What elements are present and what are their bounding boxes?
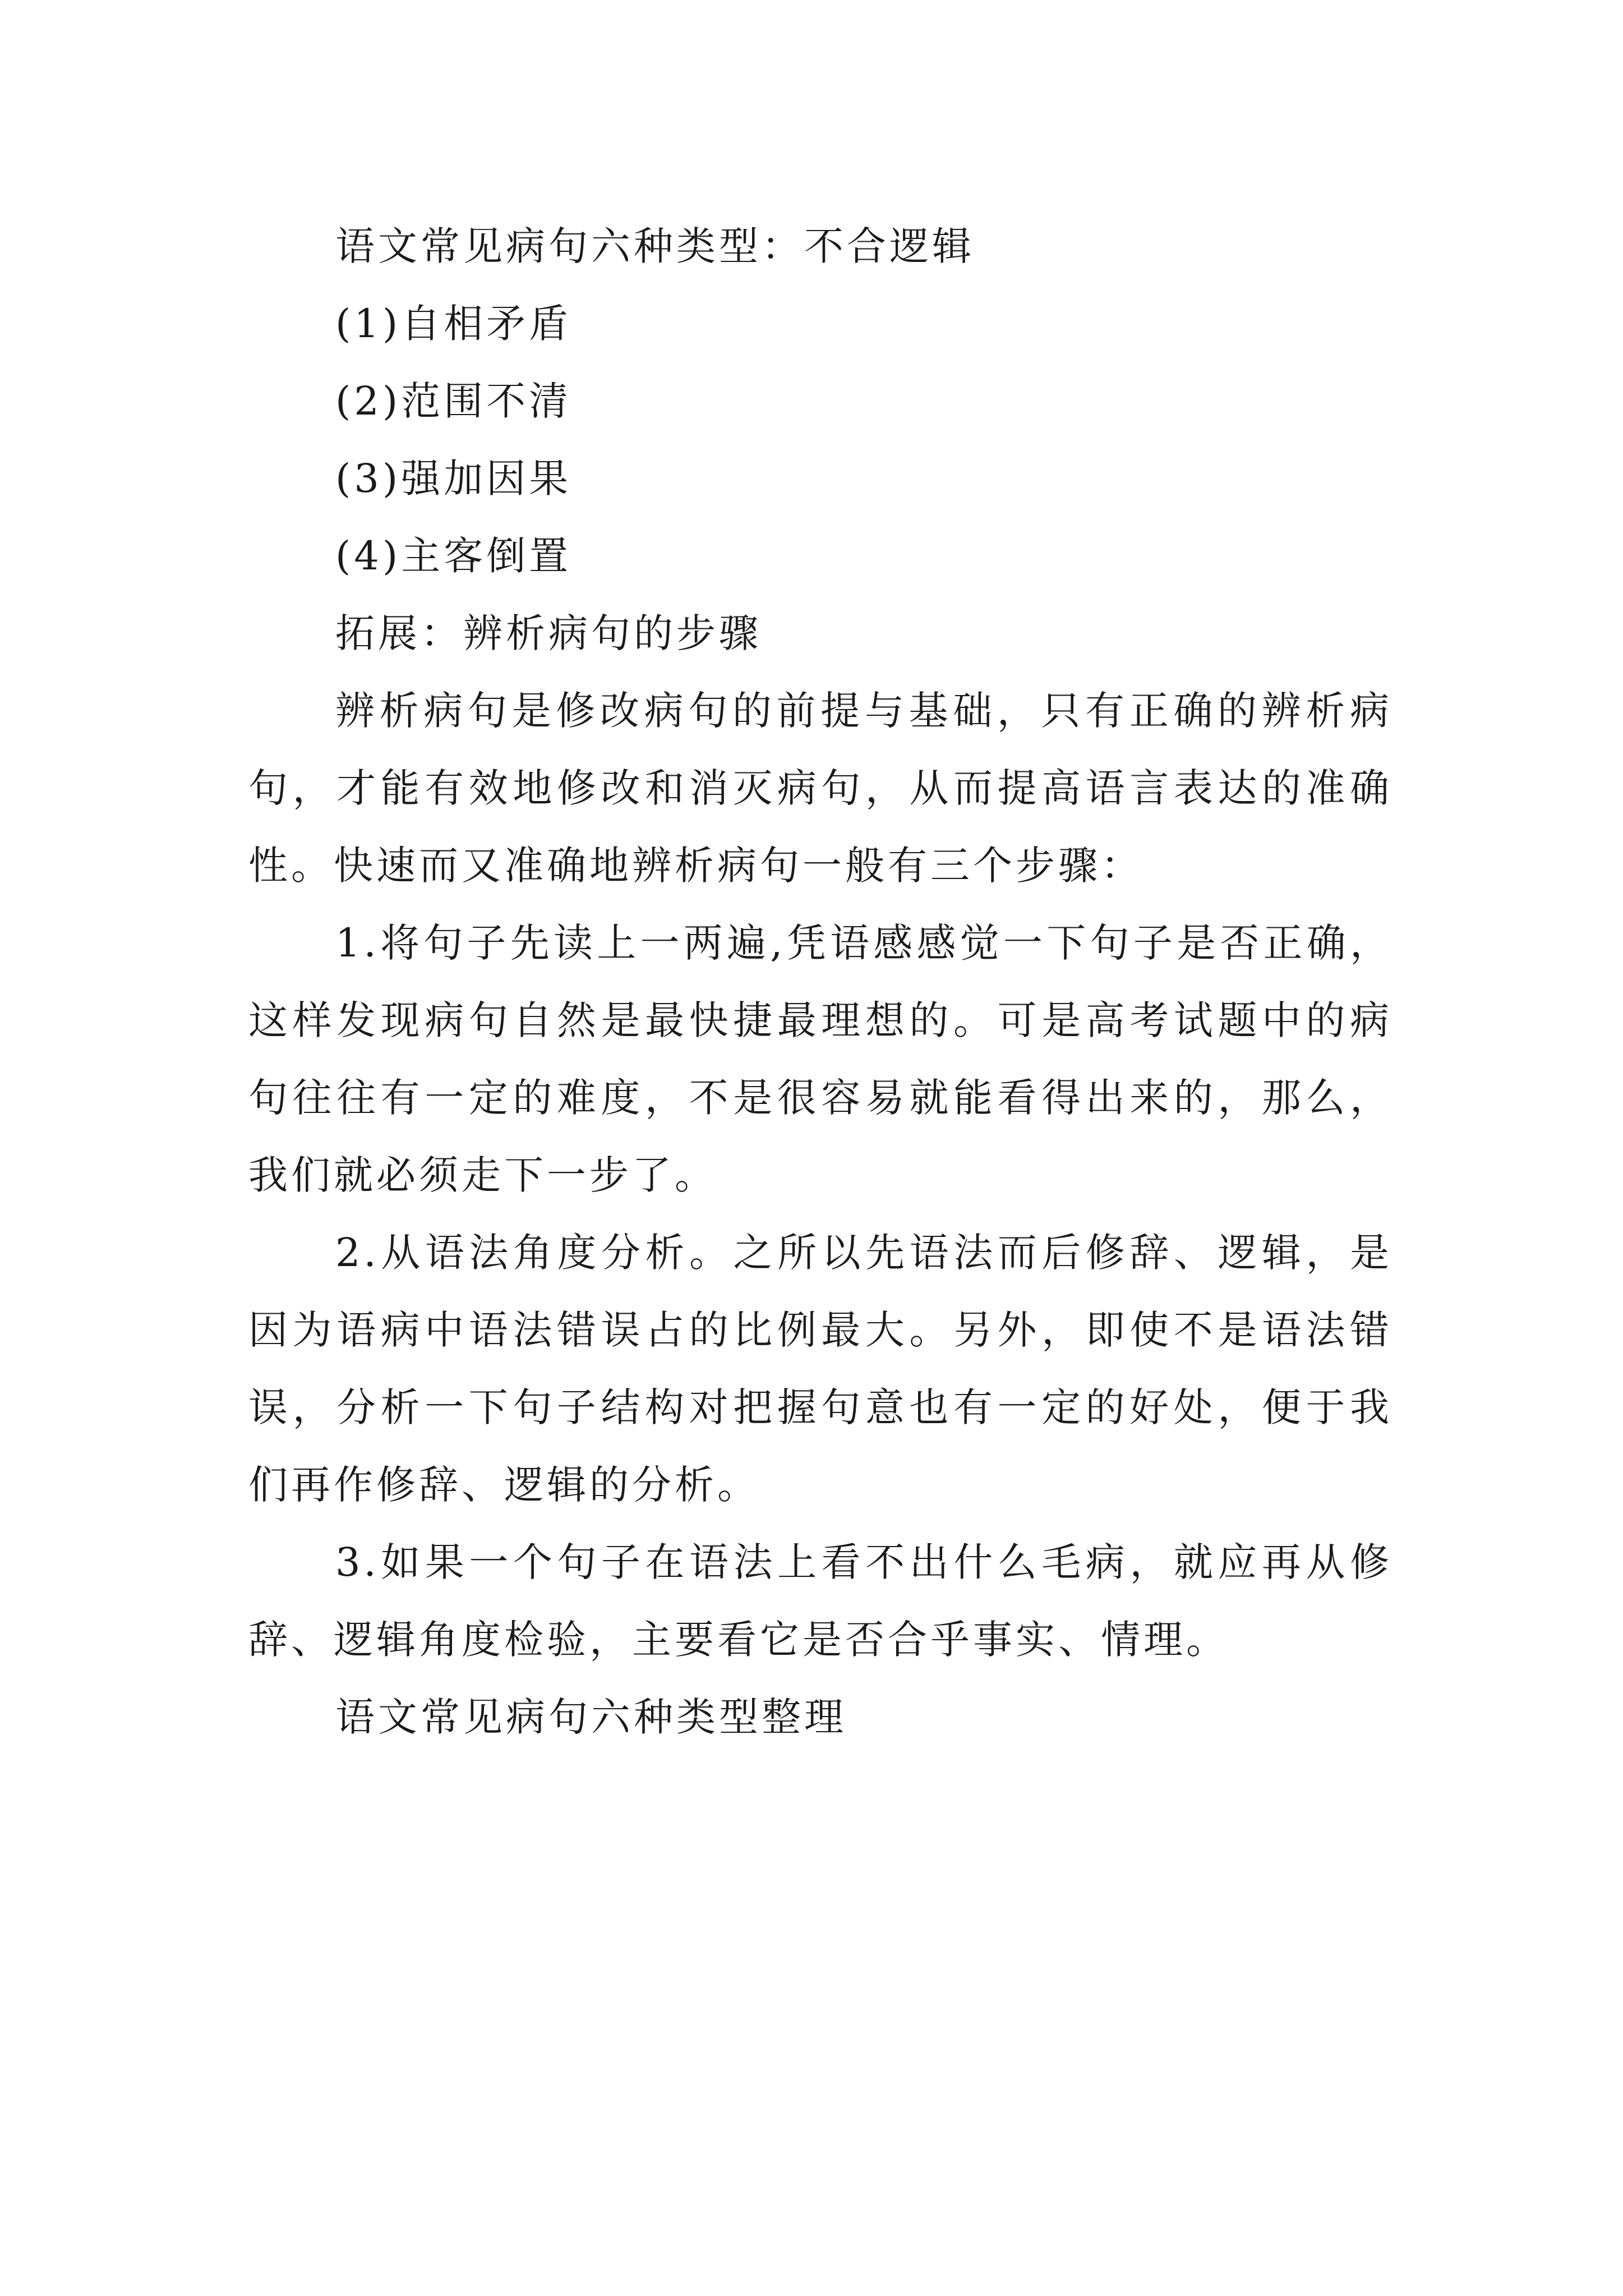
closing-title: 语文常见病句六种类型整理 — [335, 1694, 847, 1740]
paragraph-intro: 辨析病句是修改病句的前提与基础，只有正确的辨析病句，才能有效地修改和消灭病句，从而提高语言表达的准确性。快速而又准确地辨析病句一般有三个步骤： — [248, 688, 1393, 889]
list-item-3: (3)强加因果 — [335, 455, 572, 501]
list-item-4: (4)主客倒置 — [335, 533, 572, 579]
document-body — [248, 208, 1393, 1756]
list-item-2: (2)范围不清 — [335, 378, 572, 424]
paragraph-step-3: 3.如果一个句子在语法上看不出什么毛病，就应再从修辞、逻辑角度检验，主要看它是否合乎事实、情理。 — [248, 1539, 1393, 1663]
paragraph-step-1: 1.将句子先读上一两遍,凭语感感觉一下句子是否正确，这样发现病句自然是最快捷最理想的。可是高考试题中的病句往往有一定的难度，不是很容易就能看得出来的，那么，我们就必须走下一步了。 — [248, 920, 1393, 1198]
heading: 语文常见病句六种类型：不合逻辑 — [335, 223, 975, 269]
list-item-1: (1)自相矛盾 — [335, 301, 572, 347]
extension-title: 拓展：辨析病句的步骤 — [335, 610, 762, 656]
paragraph-step-2: 2.从语法角度分析。之所以先语法而后修辞、逻辑，是因为语病中语法错误占的比例最大。另外，即使不是语法错误，分析一下句子结构对把握句意也有一定的好处，便于我们再作修辞、逻辑的分析。 — [248, 1230, 1393, 1508]
